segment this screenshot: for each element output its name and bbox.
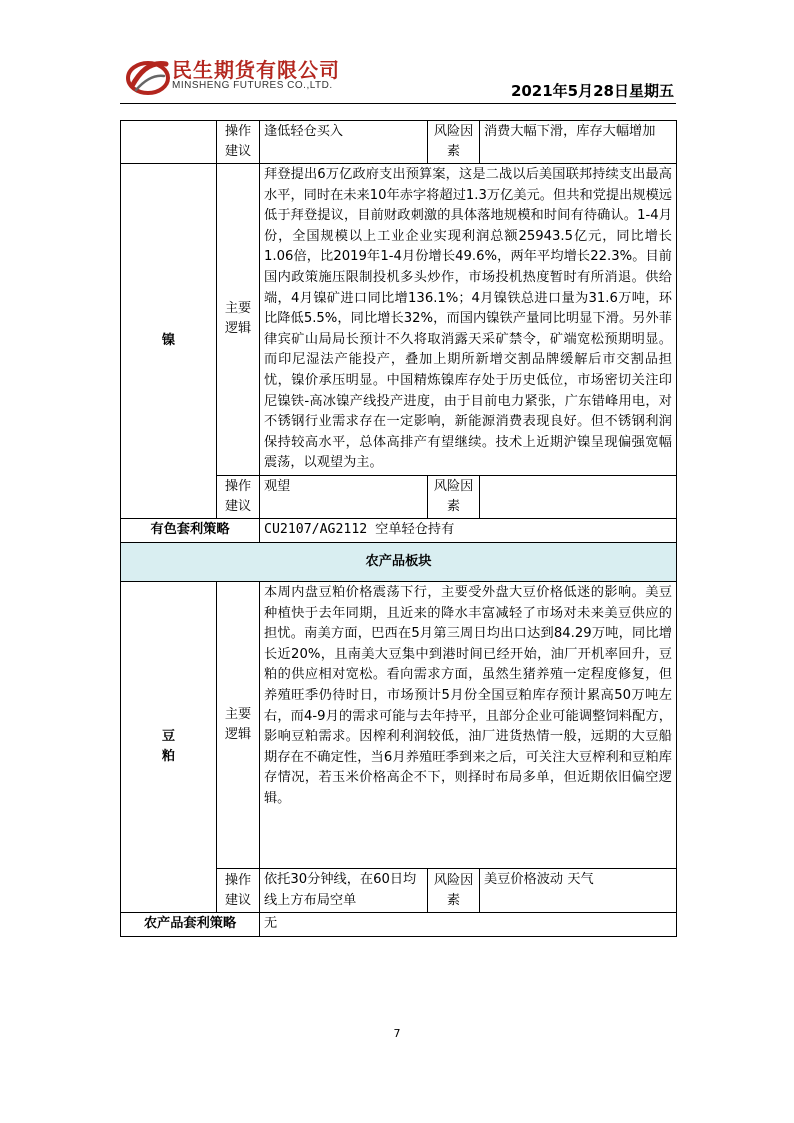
- agri-strategy-label: 农产品套利策略: [121, 913, 260, 937]
- commodity-name-nickel: 镍: [121, 164, 217, 519]
- page-number: 7: [393, 1027, 401, 1040]
- company-logo: [120, 52, 370, 100]
- risk-label: 风险因素: [428, 869, 480, 913]
- minsheng-logo-icon: [126, 56, 170, 96]
- blank-name-cell: [121, 121, 217, 164]
- advice-label: 操作建议: [217, 121, 260, 164]
- agri-strategy-row: [121, 913, 677, 937]
- logo-english-name: MINSHENG FUTURES CO.,LTD.: [172, 80, 333, 91]
- risk-label: 风险因素: [428, 475, 480, 518]
- nonferrous-strategy-value: CU2107/AG2112 空单轻仓持有: [260, 518, 677, 542]
- advice-label: 操作建议: [217, 869, 260, 913]
- agri-strategy-value: 无: [260, 913, 677, 937]
- nickel-logic-row: [121, 164, 677, 476]
- agri-section-row: [121, 542, 677, 582]
- nickel-advice-value: 观望: [260, 475, 428, 518]
- advice-label: 操作建议: [217, 475, 260, 518]
- header-divider: [120, 103, 676, 104]
- nickel-risk-value: [480, 475, 677, 518]
- soymeal-advice-value: 依托30分钟线，在60日均线上方布局空单: [260, 869, 428, 913]
- page-header: [120, 52, 676, 102]
- nonferrous-strategy-label: 有色套利策略: [121, 518, 260, 542]
- logic-label: 主要逻辑: [217, 582, 260, 869]
- soymeal-logic-text: 本周内盘豆粕价格震荡下行，主要受外盘大豆价格低迷的影响。美豆种植快于去年同期，且近来的降水丰富减轻了市场对未来美豆供应的担忧。南美方面，巴西在5月第三周日均出口达到84.29万吨，同比增长近20%，且南美大豆集中到港时间已经开始，油厂开机率回升，豆粕的供应相对宽松。看向需求方面，虽然生猪养殖一定程度修复，但养殖旺季仍待时日，市场预计5月份全国豆粕库存预计累高50万吨左右，而4-9月的需求可能与去年持平，且部分企业可能调整饲料配方，影响豆粕需求。因榨利利润较低，油厂进货热情一般，远期的大豆船期存在不确定性，当6月养殖旺季到来之后，可关注大豆榨利和豆粕库存情况，若玉米价格高企不下，则择时布局多单，但近期依旧偏空逻辑。: [260, 582, 677, 869]
- nickel-logic-text: 拜登提出6万亿政府支出预算案，这是二战以后美国联邦持续支出最高水平，同时在未来10年赤字将超过1.3万亿美元。但共和党提出规模远低于拜登提议，目前财政刺激的具体落地规模和时间有待确认。1-4月份，全国规模以上工业企业实现利润总额25943.5亿元，同比增长1.06倍，比2019年1-4月份增长49.6%，两年平均增长22.3%。目前国内政策施压限制投机多头炒作，市场投机热度暂时有所消退。供给端，4月镍矿进口同比增136.1%；4月镍铁总进口量为31.6万吨，环比降低5.5%，同比增长32%，而国内镍铁产量同比明显下滑。另外菲律宾矿山局局长预计不久将取消露天采矿禁令，矿端宽松预期明显。而印尼湿法产能投产，叠加上期所新增交割品牌缓解后市交割品担忧，镍价承压明显。中国精炼镍库存处于历史低位，市场密切关注印尼镍铁-高冰镍产线投产进度，由于目前电力紧张，广东错峰用电，对不锈钢行业需求存在一定影响，新能源消费表现良好。但不锈钢利润保持较高水平，总体高排产有望继续。技术上近期沪镍呈现偏强宽幅震荡，以观望为主。: [260, 164, 677, 476]
- nonferrous-strategy-row: [121, 518, 677, 542]
- top-advice-row: [121, 121, 677, 164]
- logic-label: 主要逻辑: [217, 164, 260, 476]
- risk-label: 风险因素: [428, 121, 480, 164]
- soymeal-risk-value: 美豆价格波动 天气: [480, 869, 677, 913]
- soymeal-logic-row: [121, 582, 677, 869]
- report-date: 2021年5月28日星期五: [510, 82, 674, 100]
- advice-value: 逢低轻仓买入: [260, 121, 428, 164]
- risk-value: 消费大幅下滑，库存大幅增加: [480, 121, 677, 164]
- commodity-name-soymeal: 豆粕: [121, 582, 217, 913]
- strategy-table: [120, 120, 677, 937]
- agri-section-title: 农产品板块: [121, 542, 677, 582]
- logo-chinese-name: 民生期货有限公司: [172, 58, 340, 82]
